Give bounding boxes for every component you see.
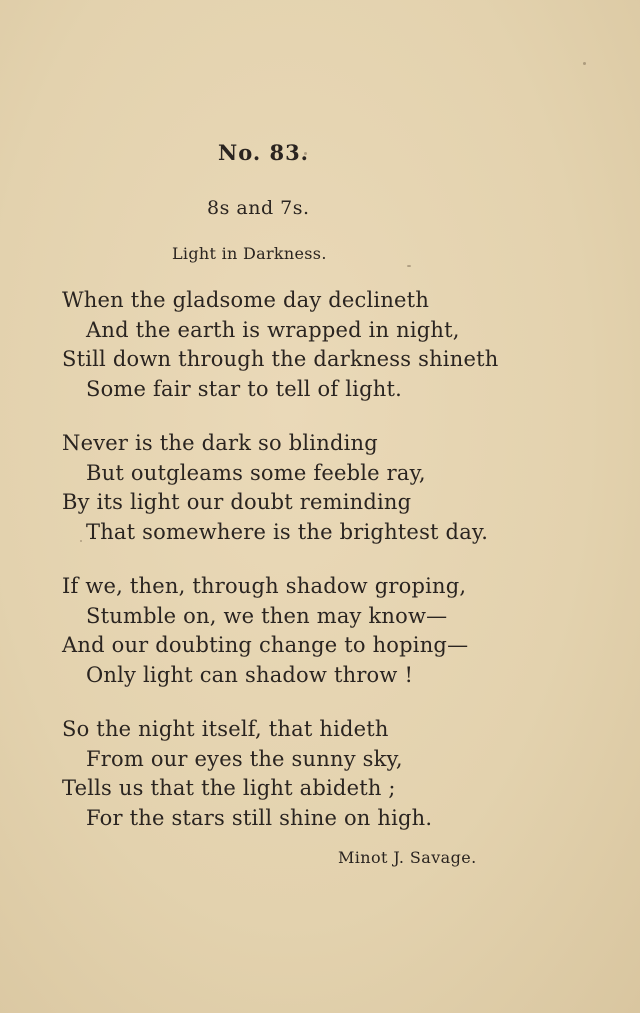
verse-line: Tells us that the light abideth ; — [62, 776, 396, 800]
verse-line: And the earth is wrapped in night, — [86, 317, 460, 342]
stanza-2 — [62, 429, 622, 547]
verse-line: If we, then, through shadow groping, — [62, 574, 467, 598]
verse-line: But outgleams some feeble ray, — [86, 460, 426, 485]
verse-line: Still down through the darkness shineth — [62, 347, 499, 371]
hymn-title: Light in Darkness. — [172, 244, 327, 263]
verse-line: When the gladsome day declineth — [62, 288, 430, 312]
verse-line: Only light can shadow throw ! — [86, 662, 414, 687]
verse-line: So the night itself, that hideth — [62, 717, 389, 741]
stanza-3 — [62, 572, 622, 690]
verse-line: That somewhere is the brightest day. — [86, 519, 489, 544]
paper-speck — [583, 62, 586, 65]
paper-speck — [407, 265, 411, 267]
stanza-1 — [62, 286, 622, 404]
hymn-number: No. 83. — [218, 140, 309, 165]
author-attribution: Minot J. Savage. — [338, 848, 477, 867]
verse-line: Stumble on, we then may know— — [86, 603, 448, 628]
verse-line: By its light our doubt reminding — [62, 490, 412, 514]
hymn-meter: 8s and 7s. — [207, 197, 310, 219]
verse-line: For the stars still shine on high. — [86, 805, 433, 830]
stanza-4 — [62, 715, 622, 833]
verse-line: And our doubting change to hoping— — [62, 633, 469, 657]
verse-line: Never is the dark so blinding — [62, 431, 378, 455]
verse-line: Some fair star to tell of light. — [86, 376, 402, 401]
verse-line: From our eyes the sunny sky, — [86, 746, 403, 771]
